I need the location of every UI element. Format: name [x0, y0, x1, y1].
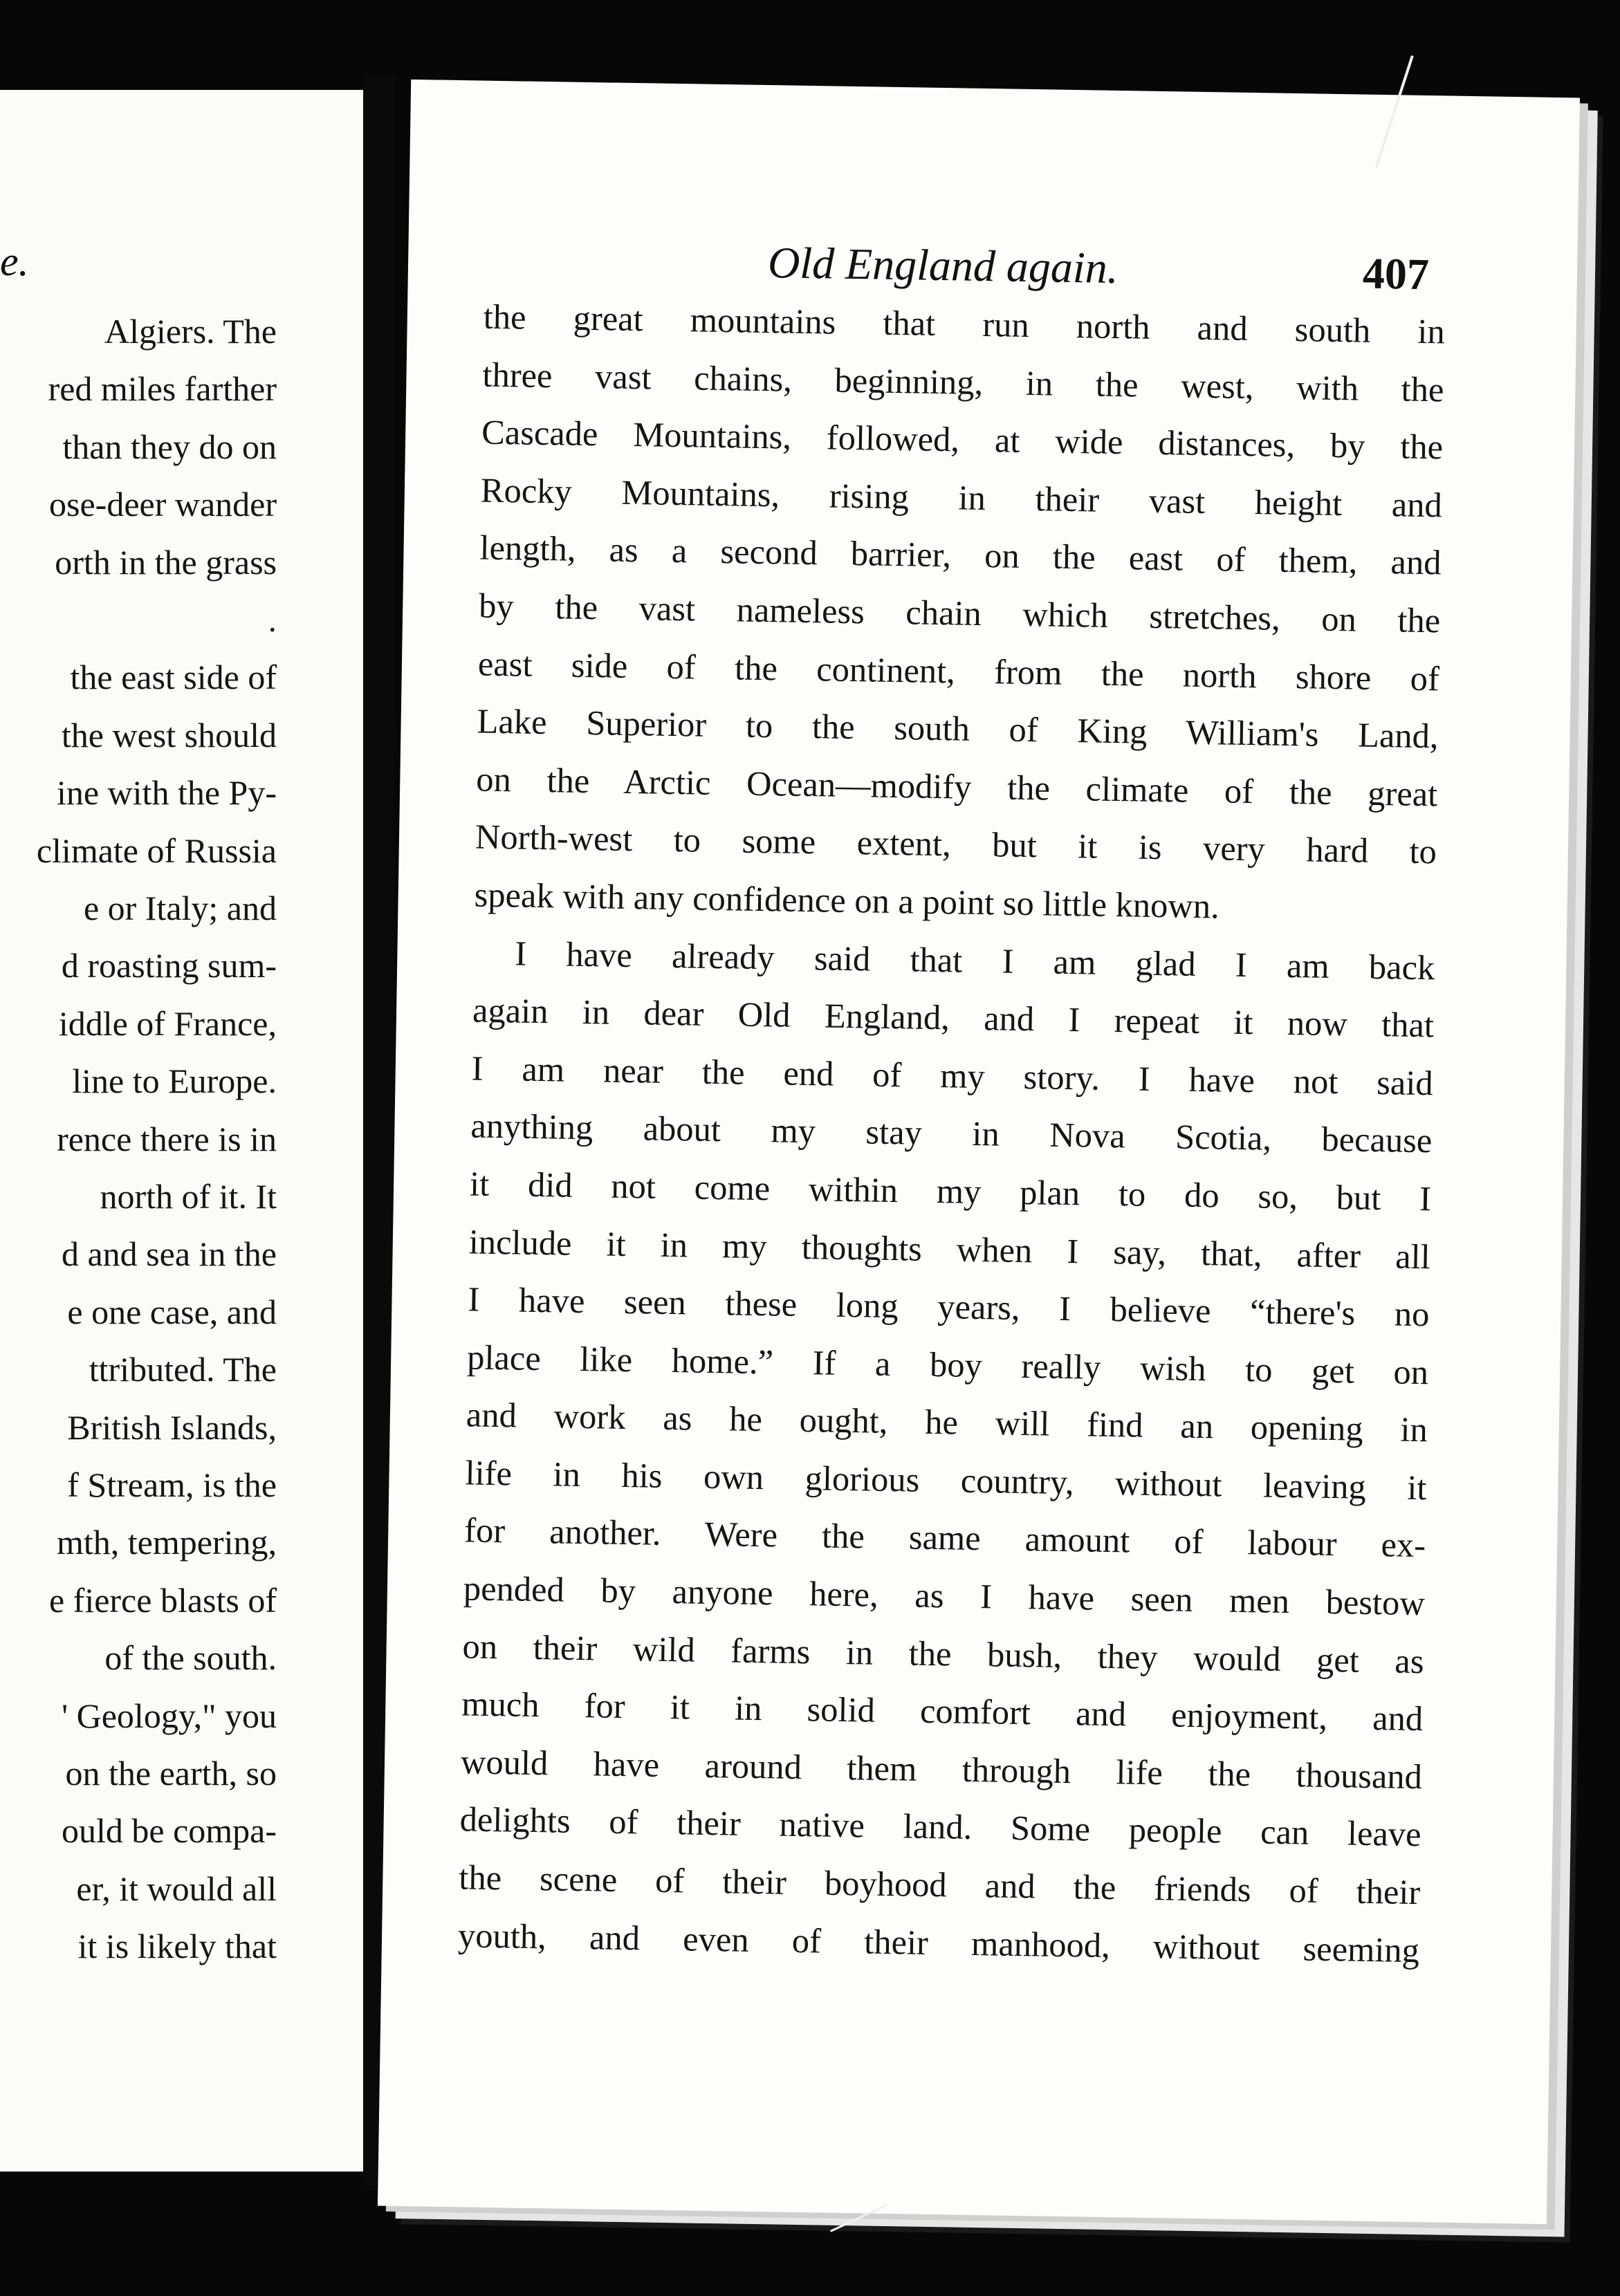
left-page-line: line to Europe.: [72, 1062, 277, 1101]
text-line: would have around them through life the thousand: [460, 1742, 1423, 1797]
running-head: Old England again.: [767, 238, 1119, 293]
text-line: speak with any confidence on a point so little known.: [474, 875, 1220, 926]
left-page-line: d roasting sum-: [61, 946, 277, 985]
text-line: and work as he ought, he will find an opening in: [466, 1395, 1428, 1450]
text-line: anything about my stay in Nova Scotia, because: [470, 1106, 1433, 1160]
left-running-head-fragment: e.: [0, 239, 29, 284]
left-page-line: d and sea in the: [61, 1234, 277, 1274]
left-page-line: rence there is in: [57, 1119, 277, 1158]
text-line: for another. Were the same amount of labour ex-: [463, 1510, 1426, 1565]
left-page: [0, 90, 363, 2172]
left-page-line: e fierce blasts of: [48, 1580, 277, 1620]
text-line: include it in my thoughts when I say, that, after all: [468, 1221, 1431, 1276]
text-line: much for it in solid comfort and enjoyment, and: [461, 1684, 1424, 1739]
left-page-line: the west should: [61, 715, 277, 754]
left-page-line: e or Italy; and: [83, 889, 277, 927]
text-line: on their wild farms in the bush, they would get as: [462, 1627, 1424, 1681]
left-page-line: ine with the Py-: [56, 773, 277, 813]
left-page-line: e one case, and: [67, 1292, 277, 1331]
left-page-line: on the earth, so: [65, 1754, 277, 1793]
text-line: east side of the continent, from the north shore of: [477, 644, 1440, 698]
left-page-line: the east side of: [70, 658, 277, 697]
left-page-line: north of it. It: [100, 1177, 277, 1216]
text-line: again in dear Old England, and I repeat it now that: [472, 990, 1435, 1045]
text-line: I have already said that I am glad I am back: [514, 933, 1435, 987]
text-line: the great mountains that run north and south in: [483, 297, 1446, 351]
left-page-line: ttributed. The: [89, 1350, 277, 1389]
text-line: North-west to some extent, but it is very hard to: [475, 817, 1437, 871]
text-line: length, as a second barrier, on the east of them, and: [479, 528, 1442, 582]
left-page-line: Algiers. The: [104, 312, 277, 351]
text-line: delights of their native land. Some people can leave: [459, 1799, 1422, 1854]
text-line: the scene of their boyhood and the friends of their: [458, 1858, 1421, 1912]
text-line: on the Arctic Ocean—modify the climate of the great: [475, 759, 1438, 814]
text-line: Lake Superior to the south of King William's Land,: [477, 701, 1439, 756]
text-line: by the vast nameless chain which stretches, on the: [478, 586, 1441, 640]
body-text: [457, 288, 1445, 1980]
left-page-line: f Stream, is the: [67, 1465, 277, 1504]
left-page-line: red miles farther: [48, 369, 277, 409]
page-number: 407: [1362, 248, 1430, 299]
text-line: it did not come within my plan to do so, but I: [469, 1164, 1432, 1219]
left-page-line: it is likely that: [77, 1927, 277, 1966]
text-line: place like home.” If a boy really wish to get on: [466, 1337, 1429, 1391]
text-line: Cascade Mountains, followed, at wide distances, by the: [481, 412, 1444, 467]
text-line: I am near the end of my story. I have not said: [471, 1048, 1434, 1103]
left-page-line: mth, tempering,: [57, 1523, 277, 1562]
left-page-line: orth in the grass: [55, 542, 277, 582]
text-line: pended by anyone here, as I have seen men bestow: [463, 1568, 1426, 1623]
text-line: life in his own glorious country, without leaving it: [465, 1453, 1427, 1508]
left-page-line: ould be compa-: [61, 1811, 277, 1851]
left-page-line: er, it would all: [76, 1869, 277, 1908]
left-page-line: iddle of France,: [58, 1003, 277, 1043]
text-line: Rocky Mountains, rising in their vast height and: [480, 470, 1443, 525]
left-page-line: of the south.: [104, 1638, 277, 1678]
text-line: three vast chains, beginning, in the west, with the: [482, 355, 1444, 409]
text-line: I have seen these long years, I believe “there's no: [468, 1279, 1430, 1334]
left-page-line: than they do on: [62, 427, 277, 466]
left-page-line: .: [268, 600, 277, 639]
left-page-line: climate of Russia: [36, 831, 277, 870]
text-line: youth, and even of their manhood, without seeming: [457, 1915, 1420, 1970]
left-page-line: ose-deer wander: [49, 485, 277, 524]
left-page-line: British Islands,: [67, 1407, 277, 1447]
left-page-line: ' Geology," you: [62, 1696, 277, 1735]
right-page: [378, 80, 1580, 2224]
